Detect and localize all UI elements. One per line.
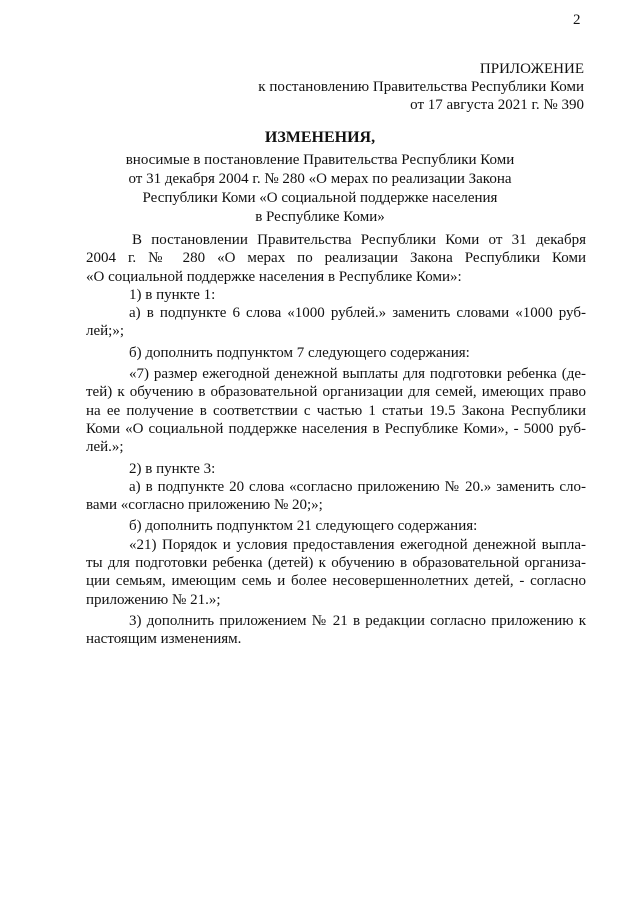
body-line: лей;»;	[86, 323, 125, 340]
document-subtitle	[100, 151, 540, 227]
body-line: настоящим изменениям.	[86, 631, 242, 648]
body-line: б) дополнить подпунктом 21 следующего содержания:	[129, 518, 478, 535]
body-line: «7) размер ежегодной денежной выплаты для подготовки ребенка (де-	[129, 366, 586, 383]
body-line: а) в подпункте 20 слова «согласно приложению № 20.» заменить сло-	[129, 478, 586, 495]
body-line: «О социальной поддержке населения в Республике Коми»:	[86, 268, 462, 285]
body-line: 2) в пункте 3:	[129, 460, 216, 477]
body-line: 3) дополнить приложением № 21 в редакции согласно приложению к	[129, 612, 586, 629]
subtitle-line: от 31 декабря 2004 г. № 280 «О мерах по реализации Закона	[128, 171, 512, 187]
appendix-title: ПРИЛОЖЕНИЕ	[479, 61, 584, 77]
body-line: В постановлении Правительства Республики Коми от 31 декабря	[132, 232, 586, 248]
appendix-block	[258, 60, 584, 114]
heading-block	[100, 129, 540, 227]
document-title: ИЗМЕНЕНИЯ,	[264, 129, 376, 146]
subtitle-line: в Республике Коми»	[255, 209, 385, 225]
body-line: б) дополнить подпунктом 7 следующего содержания:	[129, 344, 470, 361]
body-line: вами «согласно приложению № 20;»;	[86, 497, 323, 514]
body-line: 2004 г. № 280 «О мерах по реализации Закона Республики Коми	[86, 250, 586, 267]
subtitle-line: Республики Коми «О социальной поддержке населения	[142, 190, 498, 206]
body-line: лей.»;	[86, 439, 124, 456]
appendix-line-3: от 17 августа 2021 г. № 390	[410, 97, 584, 113]
document-body	[86, 231, 586, 649]
body-line: «21) Порядок и условия предоставления ежегодной денежной выпла-	[129, 536, 586, 553]
body-line: а) в подпункте 6 слова «1000 рублей.» заменить словами «1000 руб-	[129, 305, 586, 322]
page-number: 2	[573, 12, 581, 28]
body-line: 1) в пункте 1:	[129, 286, 216, 303]
body-line: ты для подготовки ребенка (детей) к обучению в образовательной организа-	[86, 555, 586, 572]
body-line: тей) к обучению в образовательной организации для семей, имеющих право	[86, 384, 586, 401]
body-line: приложению № 21.»;	[86, 591, 221, 608]
body-line: на ее получение в соответствии с частью 1 статьи 19.5 Закона Республики	[86, 402, 586, 419]
body-line: ции семьям, имеющим семь и более несовершеннолетних детей, - согласно	[86, 573, 586, 590]
subtitle-line: вносимые в постановление Правительства Республики Коми	[125, 152, 515, 168]
body-line: Коми «О социальной поддержке населения в Республике Коми», - 5000 руб-	[86, 420, 586, 437]
appendix-line-2: к постановлению Правительства Республики Коми	[258, 79, 584, 95]
